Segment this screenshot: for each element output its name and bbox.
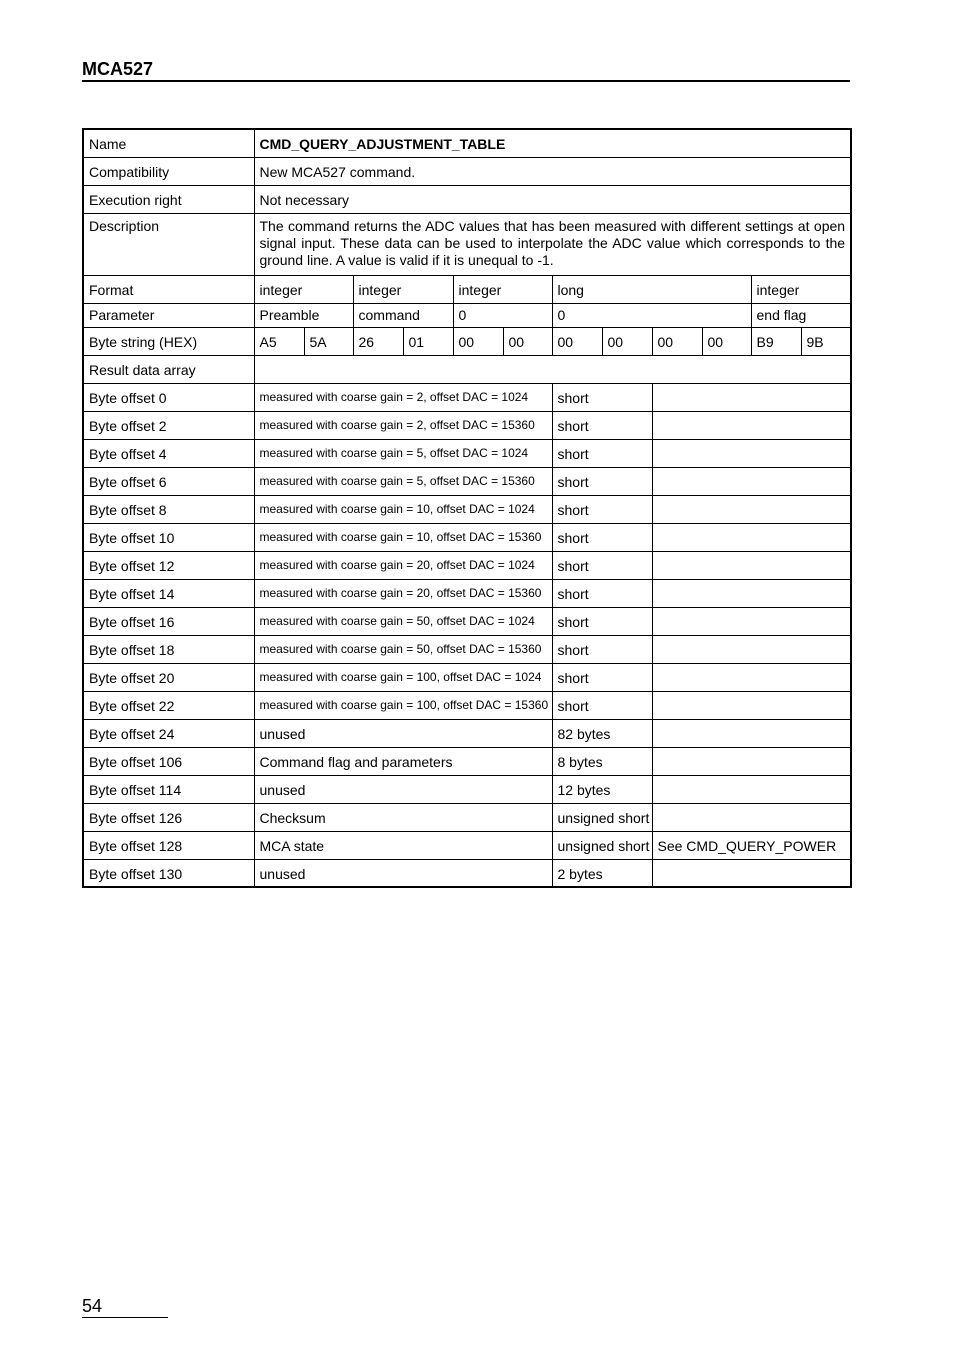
byte-cell: B9: [751, 327, 801, 355]
result-type: short: [552, 691, 652, 719]
format-cell: integer: [254, 275, 353, 303]
result-offset: Byte offset 2: [83, 411, 254, 439]
result-type: short: [552, 411, 652, 439]
exec-value: Not necessary: [254, 185, 851, 213]
result-description: measured with coarse gain = 100, offset DAC = 1024: [254, 663, 552, 691]
result-type: short: [552, 523, 652, 551]
row-execution-right: [83, 185, 851, 213]
result-note: [652, 579, 851, 607]
result-type: short: [552, 383, 652, 411]
row-format: [83, 275, 851, 303]
row-description: [83, 213, 851, 275]
result-note: [652, 495, 851, 523]
result-row: [83, 635, 851, 663]
exec-label: Execution right: [83, 185, 254, 213]
result-note: [652, 663, 851, 691]
desc-label: Description: [83, 213, 254, 275]
result-type: short: [552, 495, 652, 523]
result-note: [652, 607, 851, 635]
result-description: measured with coarse gain = 20, offset DAC = 15360: [254, 579, 552, 607]
result-offset: Byte offset 128: [83, 831, 254, 859]
desc-value: The command returns the ADC values that has been measured with different settings at open signal input. These data can be used to interpolate the ADC value which corresponds to the ground line. A value is valid if it is unequal to -1.: [254, 213, 851, 275]
result-type: 8 bytes: [552, 747, 652, 775]
param-cell: end flag: [751, 303, 851, 327]
result-row: [83, 383, 851, 411]
result-note: [652, 551, 851, 579]
result-type: unsigned short: [552, 803, 652, 831]
result-row: [83, 691, 851, 719]
result-offset: Byte offset 0: [83, 383, 254, 411]
result-description: measured with coarse gain = 100, offset DAC = 15360: [254, 691, 552, 719]
result-row: [83, 439, 851, 467]
result-description: measured with coarse gain = 2, offset DAC = 15360: [254, 411, 552, 439]
row-compatibility: [83, 157, 851, 185]
result-note: [652, 691, 851, 719]
byte-cell: 9B: [801, 327, 851, 355]
result-note: [652, 383, 851, 411]
result-description: unused: [254, 775, 552, 803]
page-header-title: MCA527: [82, 59, 154, 79]
result-label: Result data array: [83, 355, 254, 383]
result-offset: Byte offset 126: [83, 803, 254, 831]
result-empty: [254, 355, 851, 383]
result-note: [652, 747, 851, 775]
result-row: [83, 747, 851, 775]
result-type: short: [552, 551, 652, 579]
result-offset: Byte offset 114: [83, 775, 254, 803]
format-cell: integer: [751, 275, 851, 303]
result-row: [83, 579, 851, 607]
page-number: 54: [82, 1296, 103, 1316]
byte-cell: 00: [702, 327, 751, 355]
row-parameter: [83, 303, 851, 327]
byte-cell: 26: [353, 327, 403, 355]
result-description: unused: [254, 859, 552, 887]
result-offset: Byte offset 4: [83, 439, 254, 467]
result-offset: Byte offset 20: [83, 663, 254, 691]
param-cell: 0: [453, 303, 552, 327]
result-type: short: [552, 635, 652, 663]
header-rule: [82, 80, 850, 82]
format-cell: long: [552, 275, 751, 303]
byte-cell: 5A: [304, 327, 353, 355]
result-type: 12 bytes: [552, 775, 652, 803]
result-offset: Byte offset 16: [83, 607, 254, 635]
result-description: measured with coarse gain = 50, offset DAC = 1024: [254, 607, 552, 635]
result-type: 82 bytes: [552, 719, 652, 747]
result-row: [83, 803, 851, 831]
row-byte-string: [83, 327, 851, 355]
result-offset: Byte offset 10: [83, 523, 254, 551]
result-description: measured with coarse gain = 10, offset DAC = 15360: [254, 523, 552, 551]
result-description: measured with coarse gain = 50, offset DAC = 15360: [254, 635, 552, 663]
result-row: [83, 719, 851, 747]
format-label: Format: [83, 275, 254, 303]
result-type: 2 bytes: [552, 859, 652, 887]
byte-cell: 00: [453, 327, 503, 355]
result-row: [83, 831, 851, 859]
result-row: [83, 859, 851, 887]
result-note: [652, 411, 851, 439]
result-offset: Byte offset 22: [83, 691, 254, 719]
result-offset: Byte offset 130: [83, 859, 254, 887]
result-description: MCA state: [254, 831, 552, 859]
format-cell: integer: [453, 275, 552, 303]
result-note: [652, 775, 851, 803]
result-note: [652, 719, 851, 747]
param-cell: command: [353, 303, 453, 327]
result-offset: Byte offset 106: [83, 747, 254, 775]
compat-label: Compatibility: [83, 157, 254, 185]
bytes-label: Byte string (HEX): [83, 327, 254, 355]
result-row: [83, 663, 851, 691]
result-offset: Byte offset 24: [83, 719, 254, 747]
result-offset: Byte offset 8: [83, 495, 254, 523]
result-row: [83, 411, 851, 439]
result-row: [83, 495, 851, 523]
result-note: [652, 859, 851, 887]
result-description: measured with coarse gain = 5, offset DAC = 1024: [254, 439, 552, 467]
result-description: measured with coarse gain = 2, offset DAC = 1024: [254, 383, 552, 411]
row-result-data-array: [83, 355, 851, 383]
byte-cell: 00: [552, 327, 602, 355]
param-label: Parameter: [83, 303, 254, 327]
result-row: [83, 523, 851, 551]
result-description: Command flag and parameters: [254, 747, 552, 775]
result-type: short: [552, 663, 652, 691]
byte-cell: 00: [602, 327, 652, 355]
row-name: [83, 129, 851, 157]
result-row: [83, 607, 851, 635]
result-type: unsigned short: [552, 831, 652, 859]
result-type: short: [552, 439, 652, 467]
result-offset: Byte offset 18: [83, 635, 254, 663]
result-note: [652, 803, 851, 831]
param-cell: Preamble: [254, 303, 353, 327]
compat-value: New MCA527 command.: [254, 157, 851, 185]
result-offset: Byte offset 14: [83, 579, 254, 607]
byte-cell: A5: [254, 327, 304, 355]
result-description: measured with coarse gain = 20, offset DAC = 1024: [254, 551, 552, 579]
result-description: unused: [254, 719, 552, 747]
result-type: short: [552, 579, 652, 607]
result-note: [652, 467, 851, 495]
result-note: [652, 635, 851, 663]
param-cell: 0: [552, 303, 751, 327]
result-note: [652, 523, 851, 551]
byte-cell: 00: [503, 327, 552, 355]
result-note: See CMD_QUERY_POWER: [652, 831, 851, 859]
format-cell: integer: [353, 275, 453, 303]
result-description: Checksum: [254, 803, 552, 831]
byte-cell: 01: [403, 327, 453, 355]
result-type: short: [552, 607, 652, 635]
result-offset: Byte offset 12: [83, 551, 254, 579]
result-description: measured with coarse gain = 5, offset DAC = 15360: [254, 467, 552, 495]
result-row: [83, 467, 851, 495]
result-row: [83, 551, 851, 579]
name-value: CMD_QUERY_ADJUSTMENT_TABLE: [254, 129, 851, 157]
name-label: Name: [83, 129, 254, 157]
result-description: measured with coarse gain = 10, offset DAC = 1024: [254, 495, 552, 523]
result-type: short: [552, 467, 652, 495]
footer-rule: [82, 1317, 168, 1318]
result-offset: Byte offset 6: [83, 467, 254, 495]
result-row: [83, 775, 851, 803]
command-table: [82, 128, 852, 888]
byte-cell: 00: [652, 327, 702, 355]
result-note: [652, 439, 851, 467]
